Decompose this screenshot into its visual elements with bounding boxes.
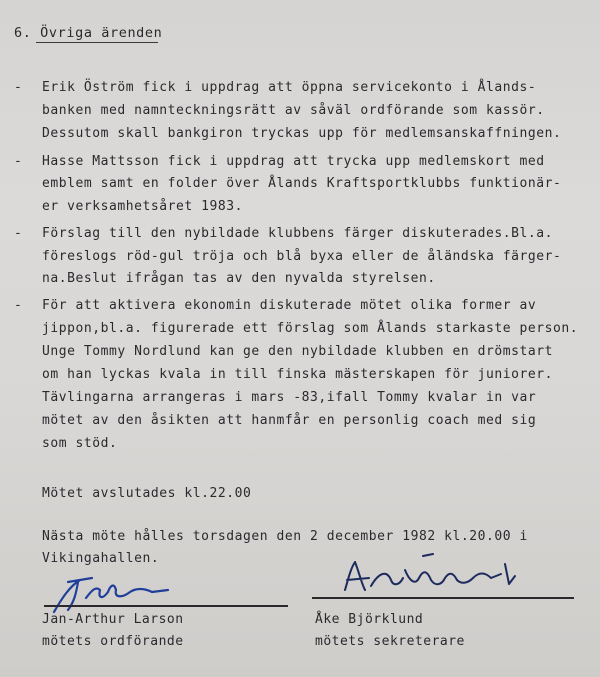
section-heading: 6. Övriga ärenden — [14, 25, 163, 41]
item-4-line-1: För att aktivera ekonomin diskuterade mötet olika former av — [42, 298, 537, 313]
item-2-line-2: emblem samt en folder över Ålands Kraftsportklubbs funktionär- — [42, 176, 562, 191]
item-3-line-1: Förslag till den nybildade klubbens färger diskuterades.Bl.a. — [42, 226, 553, 241]
item-4-line-7: som stöd. — [42, 436, 118, 451]
next-meeting-line-2: Vikingahallen. — [42, 551, 160, 566]
item-1-line-3: Dessutom skall bankgiron tryckas upp för medlemsanskaffningen. — [42, 126, 562, 141]
bullet-dash: - — [14, 298, 22, 313]
secretary-signature — [335, 550, 525, 600]
chairman-signature — [40, 568, 180, 618]
chairman-signature-line — [44, 605, 288, 607]
item-4-line-6: mötet av den åsikten att hanmfår en personlig coach med sig — [42, 413, 537, 428]
item-1-line-1: Erik Öström fick i uppdrag att öppna servicekonto i Ålands- — [42, 80, 537, 95]
item-3-line-2: föreslogs röd-gul tröja och blå byxa eller de åländska färger- — [42, 249, 562, 264]
secretary-signature-line — [312, 597, 574, 599]
item-4-line-2: jippon,bl.a. figurerade ett förslag som Ålands starkaste person. — [42, 321, 579, 336]
secretary-role: mötets sekreterare — [315, 634, 465, 649]
bullet-dash: - — [14, 80, 22, 95]
closing-line: Mötet avslutades kl.22.00 — [42, 486, 252, 501]
heading-underline — [36, 42, 158, 43]
item-4-line-5: Tävlingarna arrangeras i mars -83,ifall Tommy kvalar in var — [42, 390, 537, 405]
item-1-line-2: banken med namnteckningsrätt av såväl ordförande som kassör. — [42, 103, 545, 118]
next-meeting-line-1: Nästa möte hålles torsdagen den 2 december 1982 kl.20.00 i — [42, 529, 528, 544]
bullet-dash: - — [14, 154, 22, 169]
chairman-role: mötets ordförande — [42, 634, 184, 649]
item-2-line-1: Hasse Mattsson fick i uppdrag att trycka upp medlemskort med — [42, 154, 545, 169]
secretary-name: Åke Björklund — [315, 612, 424, 627]
bullet-dash: - — [14, 226, 22, 241]
item-3-line-3: na.Beslut ifrågan tas av den nyvalda styrelsen. — [42, 271, 436, 286]
item-2-line-3: er verksamhetsåret 1983. — [42, 199, 244, 214]
chairman-name: Jan-Arthur Larson — [42, 612, 184, 627]
item-4-line-3: Unge Tommy Nordlund kan ge den nybildade klubben en drömstart — [42, 344, 553, 359]
item-4-line-4: om han lyckas kvala in till finska mästerskapen för juniorer. — [42, 367, 553, 382]
